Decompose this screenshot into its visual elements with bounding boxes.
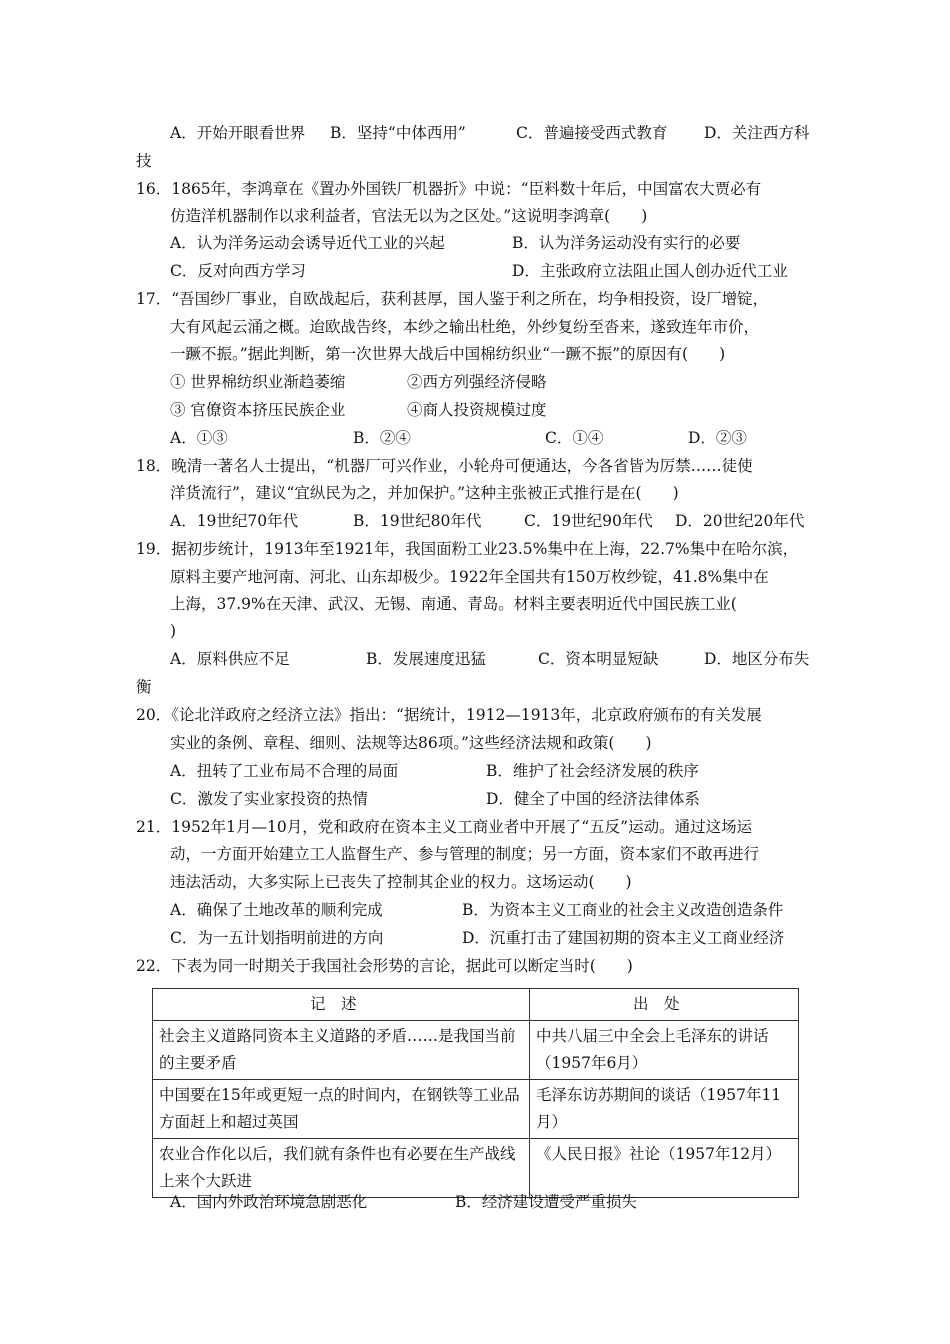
table-header-source: 出处	[530, 989, 799, 1021]
q19-option-a: A．原料供应不足	[170, 650, 290, 668]
q19-option-d-continued: 衡	[136, 678, 152, 696]
q22-option-b: B．经济建设遭受严重损失	[455, 1193, 637, 1211]
q20-option-a: A．扭转了工业布局不合理的局面	[170, 762, 399, 780]
q20-option-d: D．健全了中国的经济法律体系	[486, 790, 700, 808]
q21-stem-line3: 违法活动，大多实际上已丧失了控制其企业的权力。这场运动( )	[170, 873, 632, 891]
q16-stem-line2: 仿造洋机器制作以求利益者，官法无以为之区处。”这说明李鸿章( )	[170, 207, 648, 225]
q19-option-b: B．发展速度迅猛	[366, 650, 486, 668]
table-cell-source: 《人民日报》社论（1957年12月）	[530, 1139, 799, 1198]
q21-stem-line2: 动，一方面开始建立工人监督生产、参与管理的制度；另一方面，资本家们不敢再进行	[170, 845, 760, 863]
q19-stem-line3: 上海，37.9%在天津、武汉、无锡、南通、青岛。材料主要表明近代中国民族工业(	[170, 595, 737, 613]
q17-option-a: A．①③	[170, 429, 228, 447]
table-cell-source: 毛泽东访苏期间的谈话（1957年11月）	[530, 1080, 799, 1139]
q20-stem-line2: 实业的条例、章程、细则、法规等达86项。”这些经济法规和政策( )	[170, 734, 652, 752]
table-cell-record: 中国要在15年或更短一点的时间内，在钢铁等工业品方面赶上和超过英国	[153, 1080, 530, 1139]
q15-option-d-continued: 技	[136, 152, 152, 170]
q22-stem: 22．下表为同一时期关于我国社会形势的言论，据此可以断定当时( )	[136, 957, 633, 975]
q18-stem-line1: 18．晚清一著名人士提出，“机器厂可兴作业，小轮舟可便通达，今各省皆为厉禁……徒使	[136, 457, 753, 475]
q16-option-a: A．认为洋务运动会诱导近代工业的兴起	[170, 234, 445, 252]
q21-stem-line1: 21．1952年1月—10月，党和政府在资本主义工商业者中开展了“五反”运动。通过这场运	[136, 818, 753, 836]
q15-option-d: D．关注西方科	[704, 124, 810, 142]
q18-option-d: D．20世纪20年代	[675, 512, 805, 530]
table-header-row	[153, 989, 799, 1021]
q17-option-d: D．②③	[688, 429, 747, 447]
q19-option-c: C．资本明显短缺	[538, 650, 659, 668]
q20-option-c: C．激发了实业家投资的热情	[170, 790, 368, 808]
q17-stem-line1: 17．“吾国纱厂事业，自欧战起后，获利甚厚，国人鉴于利之所在，均争相投资，设厂增锭，	[136, 290, 769, 308]
q17-stem-line2: 大有风起云涌之概。迨欧战告终，本纱之输出杜绝，外纱复纷至沓来，遂致连年市价，	[170, 318, 760, 336]
q22-source-table	[152, 988, 799, 1198]
q17-stem-line3: 一蹶不振。”据此判断，第一次世界大战后中国棉纺织业“一蹶不振”的原因有( )	[170, 345, 726, 363]
q16-option-c: C．反对向西方学习	[170, 262, 306, 280]
table-row	[153, 1139, 799, 1198]
q19-stem-line1: 19．据初步统计，1913年至1921年，我国面粉工业23.5%集中在上海，22.7%集中在哈尔滨，	[136, 540, 799, 558]
table-row	[153, 1080, 799, 1139]
q16-option-d: D．主张政府立法阻止国人创办近代工业	[512, 262, 788, 280]
q17-option-c: C．①④	[545, 429, 604, 447]
q18-option-a: A．19世纪70年代	[170, 512, 299, 530]
q21-option-b: B．为资本主义工商业的社会主义改造创造条件	[462, 901, 784, 919]
q18-stem-line2: 洋货流行”，建议“宜纵民为之，并加保护。”这种主张被正式推行是在( )	[170, 484, 679, 502]
q21-option-d: D．沉重打击了建国初期的资本主义工商业经济	[462, 929, 785, 947]
q15-option-b: B．坚持“中体西用”	[330, 124, 466, 142]
q18-option-c: C．19世纪90年代	[524, 512, 653, 530]
q16-option-b: B．认为洋务运动没有实行的必要	[512, 234, 741, 252]
q15-option-c: C．普遍接受西式教育	[516, 124, 668, 142]
q19-option-d: D．地区分布失	[704, 650, 810, 668]
table-row	[153, 1021, 799, 1080]
table-cell-source: 中共八届三中全会上毛泽东的讲话（1957年6月）	[530, 1021, 799, 1080]
q17-item-3: ③ 官僚资本挤压民族企业	[170, 401, 346, 419]
table-cell-record: 社会主义道路同资本主义道路的矛盾……是我国当前的主要矛盾	[153, 1021, 530, 1080]
q22-option-a: A．国内外政治环境急剧恶化	[170, 1193, 368, 1211]
q21-option-c: C．为一五计划指明前进的方向	[170, 929, 384, 947]
q18-option-b: B．19世纪80年代	[353, 512, 482, 530]
q17-option-b: B．②④	[353, 429, 411, 447]
q21-option-a: A．确保了土地改革的顺利完成	[170, 901, 383, 919]
q19-stem-line2: 原料主要产地河南、河北、山东却极少。1922年全国共有150万枚纱锭，41.8%集中在	[170, 568, 769, 586]
q15-option-a: A．开始开眼看世界	[170, 124, 306, 142]
q16-stem-line1: 16．1865年，李鸿章在《置办外国铁厂机器折》中说：“臣料数十年后，中国富农大贾必有	[136, 180, 762, 198]
q17-item-4: ④商人投资规模过度	[407, 401, 547, 419]
q19-stem-line4: )	[170, 622, 177, 640]
q20-option-b: B．维护了社会经济发展的秩序	[486, 762, 699, 780]
q17-item-1: ① 世界棉纺织业渐趋萎缩	[170, 373, 346, 391]
q20-stem-line1: 20．《论北洋政府之经济立法》指出：“据统计，1912—1913年，北京政府颁布的有关发展	[136, 706, 762, 724]
q17-item-2: ②西方列强经济侵略	[407, 373, 547, 391]
table-cell-record: 农业合作化以后，我们就有条件也有必要在生产战线上来个大跃进	[153, 1139, 530, 1198]
table-header-record: 记述	[153, 989, 530, 1021]
